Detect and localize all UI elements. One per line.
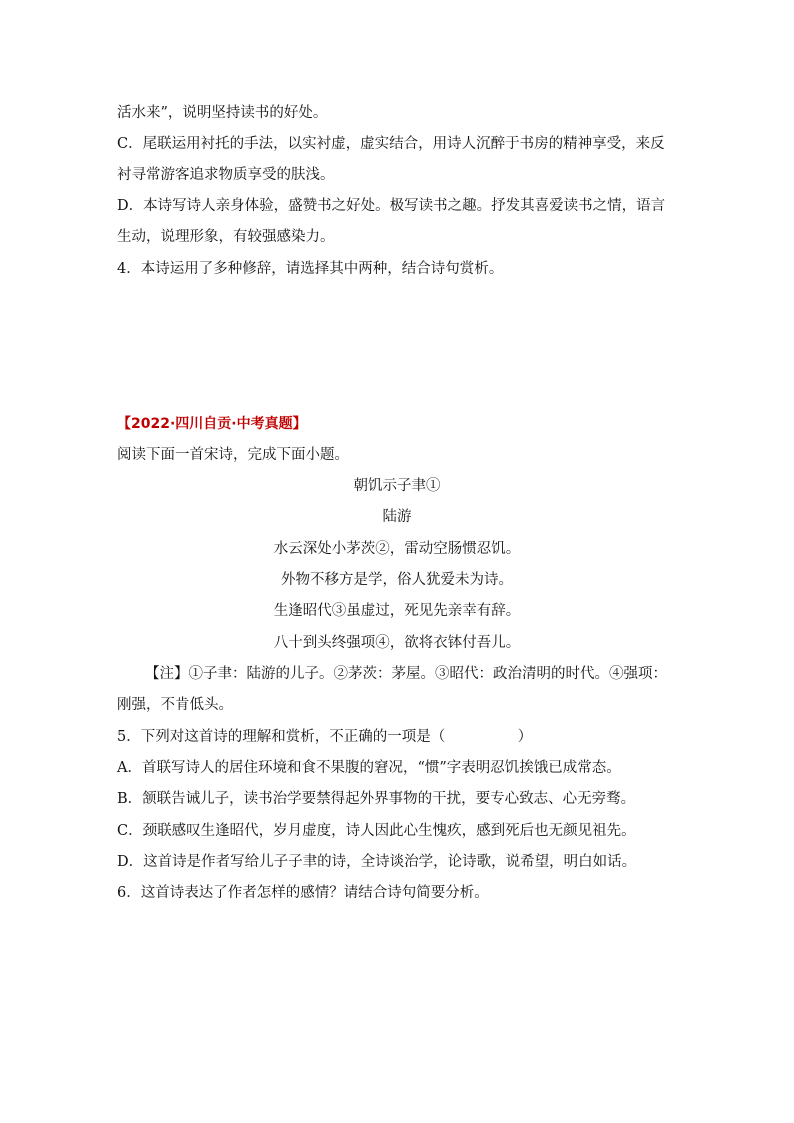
section-intro: 阅读下面一首宋诗，完成下面小题。 [117,447,349,463]
poem-line: 外物不移方是学，俗人犹爱未为诗。 [281,572,513,588]
note-line1: 【注】①子聿：陆游的儿子。②茅茨：茅屋。③昭代：政治清明的时代。④强项： [145,666,667,682]
poem-line: 水云深处小茅茨②，雷动空肠惯忍饥。 [273,541,521,557]
poem-line: 八十到头终强项④，欲将衣钵付吾儿。 [273,635,521,651]
q5-option-d: D．这首诗是作者写给儿子子聿的诗，全诗谈治学，论诗歌，说希望，明白如话。 [117,854,637,870]
q5-option-b: B．颔联告诫儿子，读书治学要禁得起外界事物的干扰，要专心致志、心无旁骛。 [117,791,636,807]
option-c-line2: 衬寻常游客追求物质享受的肤浅。 [117,167,335,183]
q5-option-a: A．首联写诗人的居住环境和食不果腹的窘况，“惯”字表明忍饥挨饿已成常态。 [117,760,621,776]
question-6: 6．这首诗表达了作者怎样的感情？请结合诗句简要分析。 [117,885,489,901]
option-d-line1: D．本诗写诗人亲身体验，盛赞书之好处。极写读书之趣。抒发其喜爱读书之情，语言 [117,198,666,214]
poem-author: 陆游 [382,509,412,525]
text-line: 活水来”，说明坚持读书的好处。 [117,105,328,121]
poem-line: 生逢昭代③虽虚过，死见先亲幸有辞。 [273,603,521,619]
question-4: 4．本诗运用了多种修辞，请选择其中两种，结合诗句赏析。 [117,261,504,277]
option-d-line2: 生动，说理形象，有较强感染力。 [117,229,335,245]
option-c-line1: C．尾联运用衬托的手法，以实衬虚，虚实结合，用诗人沉醉于书房的精神享受，来反 [117,136,665,152]
note-line2: 刚强，不肯低头。 [117,697,233,713]
poem-title: 朝饥示子聿① [353,478,441,494]
section-heading: 【2022·四川自贡·中考真题】 [117,416,307,432]
question-5: 5．下列对这首诗的理解和赏析，不正确的一项是（ ） [117,729,533,745]
q5-option-c: C．颈联感叹生逢昭代，岁月虚度，诗人因此心生愧疚，感到死后也无颜见祖先。 [117,823,636,839]
